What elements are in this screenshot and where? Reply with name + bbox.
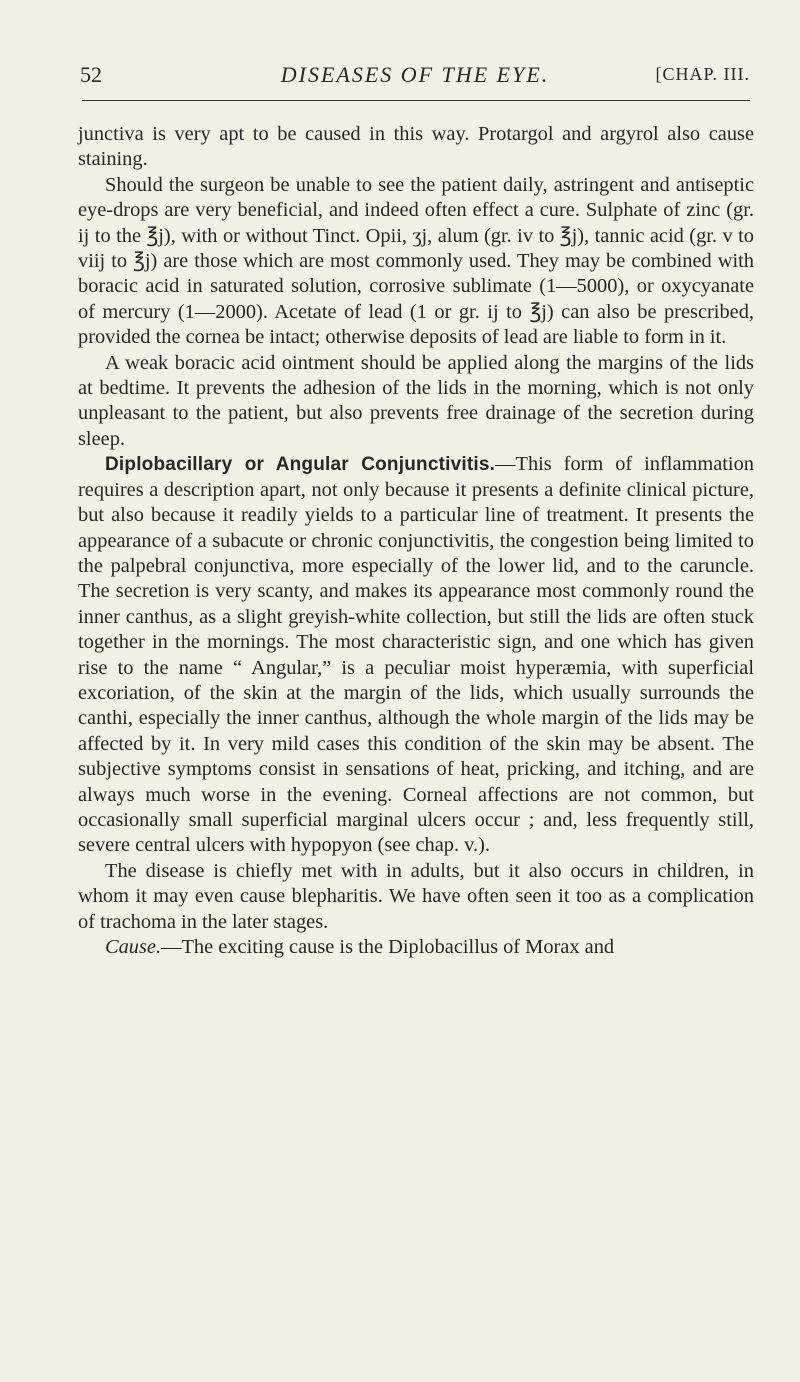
page-header <box>80 62 750 94</box>
paragraph-4 <box>78 452 754 859</box>
section-heading: Diplobacillary or Angular Conjunctivitis. <box>105 454 496 476</box>
header-rule <box>82 100 750 101</box>
cause-heading: Cause. <box>105 936 162 958</box>
paragraph-3: A weak boracic acid ointment should be applied along the margins of the lids at bedtime. It prevents the adhesion of the lids in the morning, which is not only unpleasant to the patient, but also prevents free drainage of the secretion during sleep. <box>78 351 754 450</box>
chapter-reference: [CHAP. III. <box>655 64 750 84</box>
paragraph-6-text: —The exciting cause is the Diplobacillus of Morax and <box>161 936 615 958</box>
paragraph-6 <box>78 935 754 960</box>
paragraph-1: junctiva is very apt to be caused in this way. Protargol and argyrol also cause staining. <box>78 123 754 171</box>
page-number: 52 <box>80 62 102 87</box>
running-title: DISEASES OF THE EYE. <box>280 62 550 87</box>
paragraph-4-text: —This form of inflammation requires a description apart, not only because it presents a definite clinical picture, but also because it readily yields to a particular line of treatment. It presents the appearance of a subacute or chronic conjunctivitis, the congestion being limited to the palpebral conjunctiva, more especially of the lower lid, and to the caruncle. The secretion is very scanty, and makes its appearance most commonly round the inner canthus, as a slight greyish-white collection, but still the lids are often stuck together in the mornings. The most characteristic sign, and one which has given rise to the name “ Angular,” is a peculiar moist hyperæmia, with superficial excoriation, of the skin at the margin of the lids, which usually surrounds the canthi, especially the inner canthus, although the whole margin of the lids may be affected by it. In very mild cases this condition of the skin may be absent. The subjective symptoms consist in sensations of heat, pricking, and itching, and are always much worse in the evening. Corneal affections are not common, but occasionally small superficial marginal ulcers occur ; and, less frequently still, severe central ulcers with hypopyon (see chap. v.). <box>78 453 754 857</box>
paragraph-5: The disease is chiefly met with in adults, but it also occurs in children, in whom it may even cause blepharitis. We have often seen it too as a complication of trachoma in the later stages. <box>78 859 754 933</box>
paragraph-2: Should the surgeon be unable to see the patient daily, astringent and antiseptic eye-drops are very beneficial, and indeed often effect a cure. Sulphate of zinc (gr. ij to the ℥j), with or without Tinct. Opii, ʒj, alum (gr. iv to ℥j), tannic acid (gr. v to viij to ℥j) are those which are most commonly used. They may be combined with boracic acid in saturated solution, corrosive sublimate (1—5000), or oxycyanate of mercury (1—2000). Acetate of lead (1 or gr. ij to ℥j) can also be prescribed, provided the cornea be intact; otherwise deposits of lead are liable to form in it. <box>78 173 754 349</box>
body-text <box>78 122 754 960</box>
